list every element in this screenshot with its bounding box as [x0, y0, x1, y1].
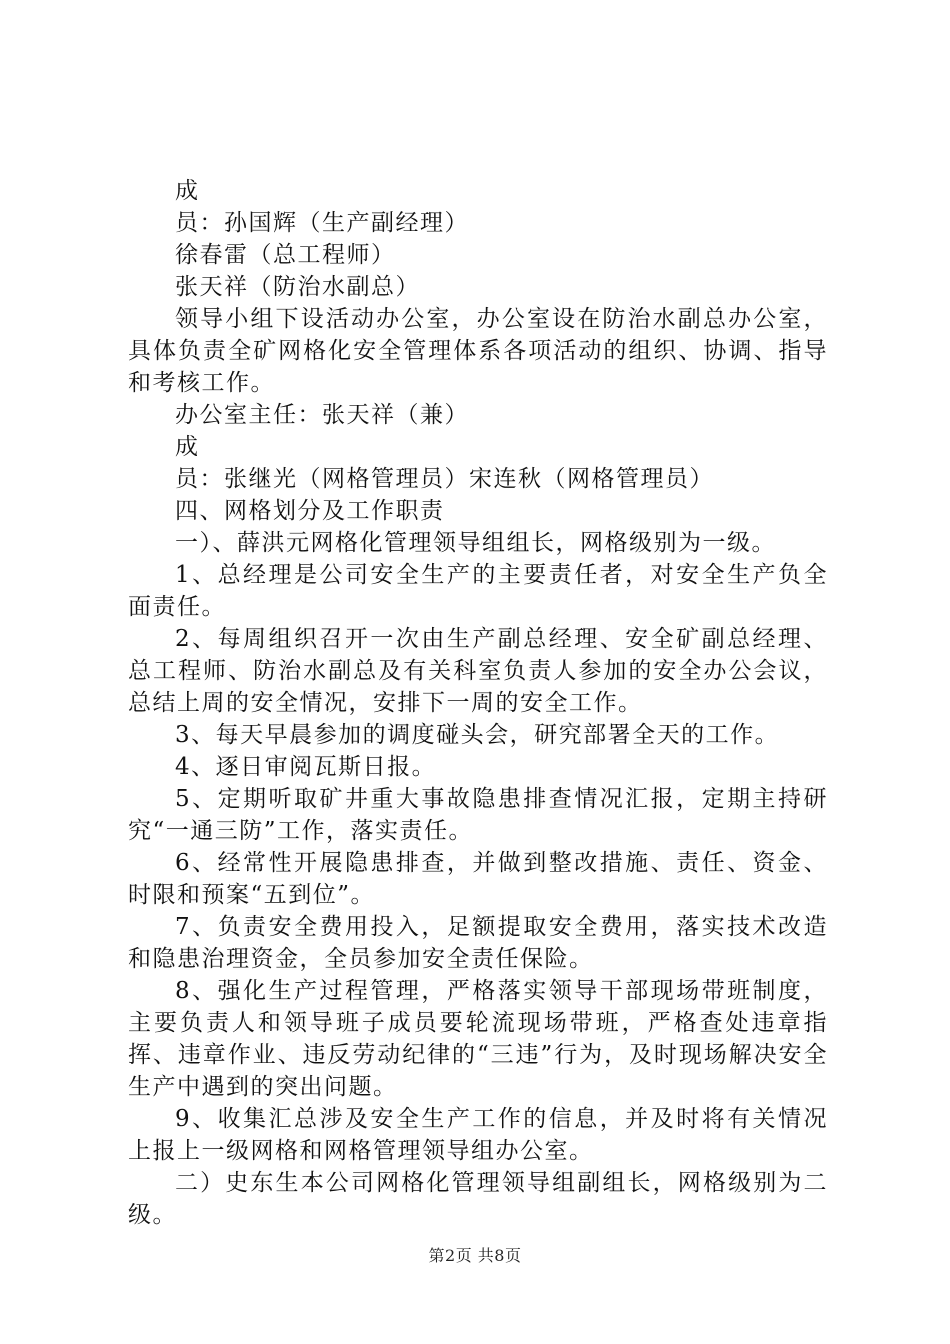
- list-item: 3、每天早晨参加的调度碰头会，研究部署全天的工作。: [175, 722, 780, 748]
- list-item: 9、收集汇总涉及安全生产工作的信息，并及时将有关情况上报上一级网格和网格管理领导组办公室。: [128, 1106, 828, 1164]
- section-heading: 四、网格划分及工作职责: [175, 498, 445, 524]
- list-item: 6、经常性开展隐患排查，并做到整改措施、责任、资金、时限和预案“五到位”。: [128, 850, 828, 908]
- list-item: 7、负责安全费用投入，足额提取安全费用，落实技术改造和隐患治理资金，全员参加安全责任保险。: [128, 914, 828, 972]
- text-line: 徐春雷（总工程师）: [175, 242, 396, 268]
- list-item: 4、逐日审阅瓦斯日报。: [175, 754, 437, 780]
- subsection-heading: 一）、薛洪元网格化管理领导组组长，网格级别为一级。: [175, 530, 776, 556]
- document-body: [128, 175, 828, 1231]
- text-line: 员：孙国辉（生产副经理）: [175, 210, 469, 236]
- paragraph: 办公室主任：张天祥（兼）: [175, 402, 469, 428]
- subsection-heading: 二）史东生本公司网格化管理领导组副组长，网格级别为二级。: [128, 1170, 828, 1228]
- list-item: 8、强化生产过程管理，严格落实领导干部现场带班制度，主要负责人和领导班子成员要轮流现场带班，严格查处违章指挥、违章作业、违反劳动纪律的“三违”行为，及时现场解决安全生产中遇到的突出问题。: [128, 978, 828, 1100]
- text-line: 张天祥（防治水副总）: [175, 274, 420, 300]
- list-item: 2、每周组织召开一次由生产副总经理、安全矿副总经理、总工程师、防治水副总及有关科室负责人参加的安全办公会议，总结上周的安全情况，安排下一周的安全工作。: [128, 626, 828, 716]
- paragraph: 员：张继光（网格管理员）宋连秋（网格管理员）: [175, 466, 714, 492]
- page-number: 第2页 共8页: [428, 1246, 522, 1265]
- paragraph: 成: [175, 434, 200, 460]
- text-line: 成: [175, 178, 200, 204]
- list-item: 5、定期听取矿井重大事故隐患排查情况汇报，定期主持研究“一通三防”工作，落实责任。: [128, 786, 828, 844]
- list-item: 1、总经理是公司安全生产的主要责任者，对安全生产负全面责任。: [128, 562, 828, 620]
- paragraph: 领导小组下设活动办公室，办公室设在防治水副总办公室，具体负责全矿网格化安全管理体系各项活动的组织、协调、指导和考核工作。: [128, 306, 828, 396]
